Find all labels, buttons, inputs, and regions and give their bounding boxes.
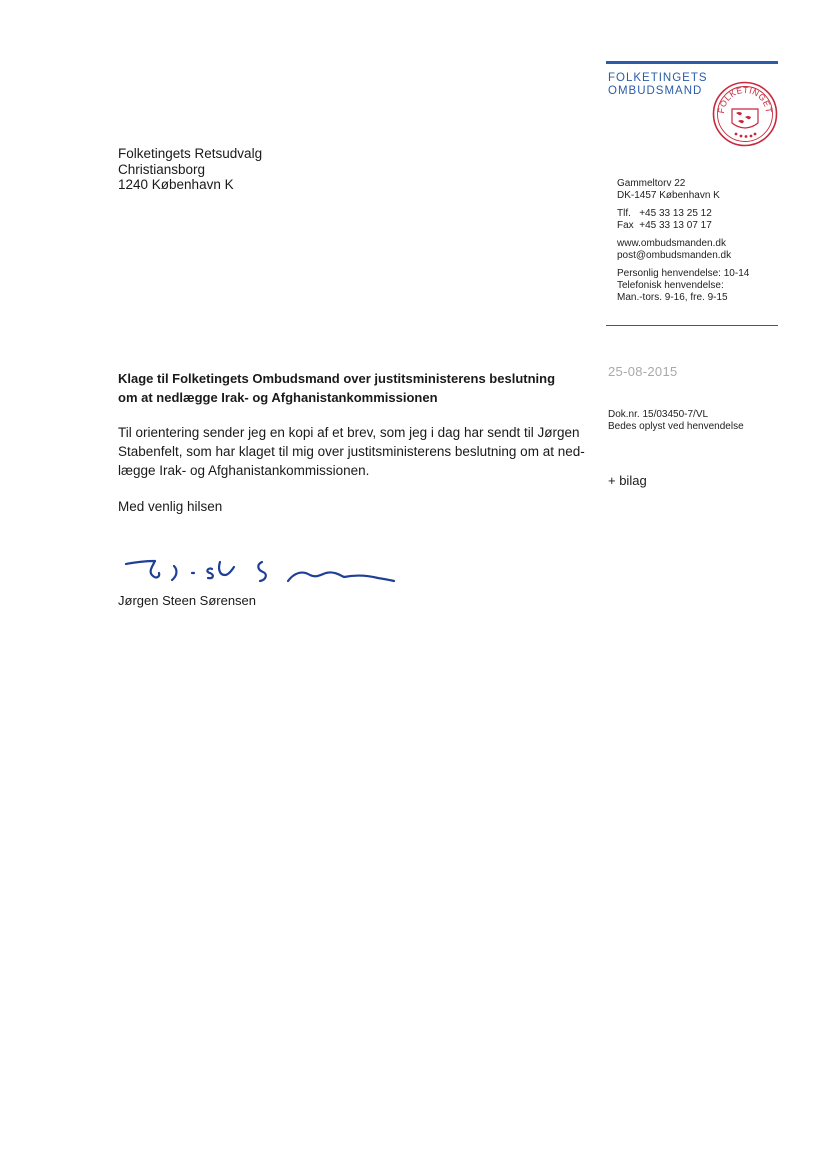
signer-name: Jørgen Steen Sørensen [118, 593, 257, 608]
address-city: DK-1457 København K [617, 190, 720, 201]
ombudsman-seal-icon [712, 81, 778, 147]
letter-body [118, 423, 588, 480]
letter-date: 25-08-2015 [608, 364, 678, 379]
subject-line-2: om at nedlægge Irak- og Afghanistankommissionen [118, 390, 438, 405]
brand-line-1: FOLKETINGETS [608, 72, 708, 84]
address-street: Gammeltorv 22 [617, 178, 686, 189]
office-address [617, 178, 749, 202]
recipient-line-2: Christiansborg [118, 161, 206, 177]
letterhead-top-rule [606, 61, 778, 64]
contact-sidebar [617, 178, 749, 310]
recipient-line-1: Folketingets Retsudvalg [118, 146, 263, 161]
closing-greeting: Med venlig hilsen [118, 499, 223, 514]
body-line-1: Til orientering sender jeg en kopi af et brev, som jeg i dag har sendt til Jørgen [118, 425, 580, 440]
attachment-note: + bilag [608, 473, 647, 488]
hours-phone-times: Man.-tors. 9-16, fre. 9-15 [617, 292, 728, 303]
recipient-line-3: 1240 København K [118, 177, 234, 192]
email-link[interactable]: post@ombudsmanden.dk [617, 250, 732, 261]
letter-subject [118, 369, 588, 407]
body-line-2: Stabenfelt, som har klaget til mig over justitsministerens beslutning om at ned- [118, 444, 585, 459]
handwritten-signature [122, 553, 402, 593]
phone-numbers [617, 208, 749, 232]
phone-number: Tlf. +45 33 13 25 12 [617, 208, 712, 219]
letterhead-bottom-rule [606, 325, 778, 326]
document-reference [608, 409, 744, 433]
subject-line-1: Klage til Folketingets Ombudsmand over justitsministerens beslutning [118, 371, 556, 386]
brand-name [608, 72, 708, 98]
hours-personal: Personlig henvendelse: 10-14 [617, 268, 750, 279]
opening-hours [617, 268, 749, 304]
recipient-address [118, 146, 262, 193]
document-number: Dok.nr. 15/03450-7/VL [608, 409, 709, 420]
hours-phone-label: Telefonisk henvendelse: [617, 280, 724, 291]
body-line-3: lægge Irak- og Afghanistankommissionen. [118, 463, 370, 478]
web-contacts [617, 238, 749, 262]
seal-text: FOLKETINGET [715, 84, 775, 114]
document-note: Bedes oplyst ved henvendelse [608, 421, 744, 432]
website-link[interactable]: www.ombudsmanden.dk [617, 238, 726, 249]
fax-number: Fax +45 33 13 07 17 [617, 220, 712, 231]
brand-line-2: OMBUDSMAND [608, 85, 703, 97]
